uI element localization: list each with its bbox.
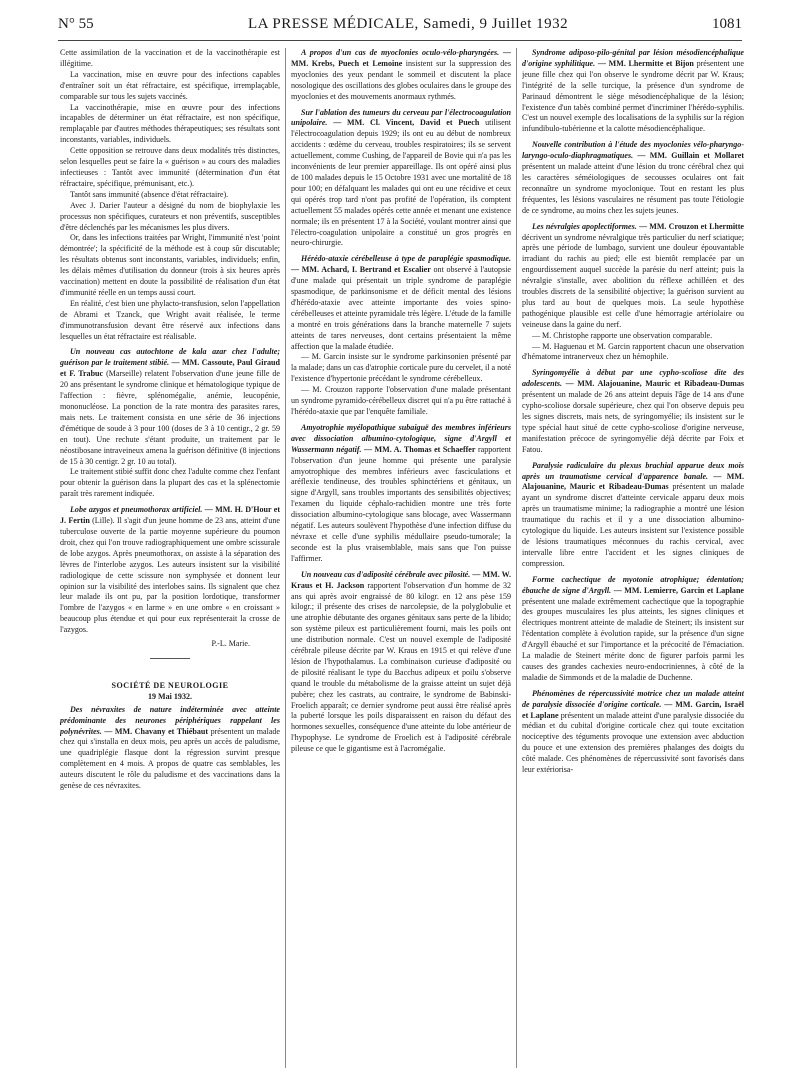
article-title: Les névralgies apoplectiformes.	[532, 221, 637, 231]
article-authors: — MM. W. Kraus et H. Jackson	[291, 569, 511, 590]
article-text: présentent un malade de 26 ans atteint depuis l'âge de 14 ans d'une cypho-scoliose dorsale supérieure, chez qui l'on observe depuis peu les signes discrets, mais nets, de syringomyélie; ils insistent sur le type spécial haut situé de cette cypho-scoliose d'origine nerveuse, manifestation précoce de syringomyélie déjà décrite par Foix et Fatou.	[522, 390, 744, 454]
column-1	[60, 48, 280, 1072]
article	[60, 705, 280, 792]
paragraph: La vaccinothérapie, mise en œuvre pour des infections incapables de déterminer un état réfractaire, est non spécifique, remplaçable par d'autres méthodes thérapeutiques; ses résultats sont inconstants, variables, individuels.	[60, 102, 280, 145]
article-authors: — MM. Chavany et Thiébaut	[104, 726, 209, 736]
article-text: rapportent l'observation d'un jeune homme qui présente une paralysie amyotrophique des membres inférieurs avec fasciculations et aréflexie tendineuse, des troubles sphinctériens et génitaux, un signe d'Argyll, sans troubles importants des sensibilités objectives; l'examen du liquide céphalo-rachidien montre une très forte dissociation albumino-cytologique sans blocage, avec Wassermann négatif. Les auteurs soulèvent l'hypothèse d'une infection diffuse du névraxe et celle d'une syphilis médullaire pseudo-tumorale; la seconde est la plus vraisemblable, mais sans que l'on puisse l'affirmer.	[291, 444, 511, 563]
article-text: présentent un malade atteint d'une paralysie dissociée du médian et du cubital d'origine corticale chez qui toute excitation nociceptive des téguments provoque une extension avec abduction du pouce et une extension des premières phalanges des doigts du côté malade. Ces phénomènes de répercussivité sont favorisés dans leur extériorisa-	[522, 710, 744, 775]
article-title: Un nouveau cas d'adiposité cérébrale avec pilosité.	[301, 569, 471, 579]
article-authors: — MM. Alajouanine, Mauric et Ribadeau-Dumas	[522, 471, 744, 492]
paragraph: Le traitement stibié suffit donc chez l'adulte comme chez l'enfant pour obtenir la guérison dans la plupart des cas et la splénectomie paraît très rarement indiquée.	[60, 467, 280, 499]
issue-number: N° 55	[58, 16, 94, 32]
signature: P.-L. Marie.	[211, 639, 250, 649]
article-authors: — MM. Krebs, Puech et Lemoine	[291, 48, 511, 68]
page-header	[58, 16, 742, 38]
article-title: Hérédo-ataxie cérébelleuse à type de paraplégie spasmodique.	[301, 254, 511, 264]
article	[291, 423, 511, 565]
page-number: 1081	[712, 16, 742, 32]
article	[291, 254, 511, 352]
article-authors: — MM. A. Thomas et Schaeffer	[364, 444, 476, 454]
article	[522, 368, 744, 455]
article-title: Sur l'ablation des tumeurs du cerveau par l'électrocoagulation unipolaire.	[291, 107, 511, 128]
article-authors: — MM. Cassoute, Paul Giraud et F. Trabuc	[60, 358, 280, 379]
paragraph: — M. Garcin insiste sur le syndrome parkinsonien présenté par la malade; dans un cas d'atrophie corticale pure du cervelet, il a noté l'existence d'hypertonie précédant le syndrome cérébelleux.	[291, 352, 511, 384]
article-authors: — MM. Crouzon et Lhermitte	[638, 221, 744, 231]
article	[60, 347, 280, 467]
article-text: présentent une malade extrêmement cachectique que la topographie des groupes musculaires les plus atteints, les signes cliniques et électriques montrent atteinte de maladie de Steinert; ils insistent sur l'édentation complète à évolution rapide, sur la présence d'un signe d'Argyll ébauché et sur l'importance et la précocité de l'émaciation. La maladie de Steinert mérite donc de figurer parfois parmi les causes des grandes cachexies neuro-endocriniennes, à côté de la maladie de Simmonds et de la maladie de Duchenne.	[522, 596, 744, 682]
article-title: Syndrome adiposo-pilo-génital par lésion mésodiencéphalique d'origine syphilitique.	[522, 48, 744, 68]
article-title: Phénomènes de répercussivité motrice chez un malade atteint de paralysie dissociée d'origine corticale.	[522, 688, 744, 709]
article-title: Lobe azygos et pneumothorax artificiel.	[70, 505, 203, 515]
article-text: ont observé à l'autopsie d'une malade qui présentait un triple syndrome de paraplégie spasmodique, de parkinsonisme et de déficit mental des lésions d'hérédo-ataxie avec atteinte importante des voies spino-cérébelleuses et atteinte pyramidale très légère. L'étude de la famille a montré en trois générations dans la branche maternelle 7 sujets atteints de tares nerveuses, dont certains présentaient la même affection que la malade étudiée.	[291, 265, 511, 351]
article-authors: — MM. Garcin, Israël et Laplane	[522, 699, 744, 720]
article-text: rapportent l'observation d'un homme de 32 ans qui après avoir engraissé de 80 kilogr. en 12 ans pèse 159 kilogr.; il présente des crises de narcolepsie, de la polyglobulie et une atrophie débutante des organes génitaux sans perte de la libido; son système pileux est particulièrement fourni, mais les poils ont une distribution normale. C'est un nouvel exemple de l'adiposité cérébrale pileuse décrite par W. Kraus en 1915 et qui relève d'une lésion de l'hypothalamus. La combinaison curieuse d'adiposité ou de pilosité réalisant le type du Bacchus adipeux et poilu s'observe quand le trouble du métabolisme de la graisse atteint un sujet déjà pubère; chez les castrats, au contraire, le syndrome de Babinski-Froelich apparaît; ce dernier syndrome peut aussi être réalisé après la puberté lorsque les poils disparaissent en raison du défaut des hormones sexuelles, conséquence d'une atteinte du lobe antérieur de l'hypophyse. Le syndrome de Froelich est à l'adiposité cérébrale pileuse ce que le gigantisme est à l'acromégalie.	[291, 580, 511, 754]
article	[522, 140, 744, 216]
article-text: présentent un malade atteint d'une lésion du tronc cérébral chez qui les caractères séméiologiques de secousses oculaires ont fait reconnaître un syndrome myoclonique. Tout en restant les plus fréquentes, les lésions vasculaires ne résument pas toute l'étiologie de ce syndrome, au moins chez les sujets jeunes.	[522, 162, 744, 215]
paragraph: Avec J. Darier l'auteur a désigné du nom de biophylaxie les processus non spécifiques, curateurs et non préventifs, susceptibles d'être déclenchés par les mécanismes les plus divers.	[60, 200, 280, 232]
article-authors: — MM. H. D'Hour et J. Fertin	[60, 505, 280, 526]
article-text: insistent sur la suppression des myoclonies des yeux pendant le sommeil et discutent la place nosologique des oscillations des globes oculaires dans le groupe des myoclonies et des mouvements anormaux rythmés.	[291, 58, 511, 101]
article-title: Des névraxites de nature indéterminée avec atteinte prédominante des neurones périphériques rappelant les polynévrites.	[60, 704, 280, 736]
article-title: Paralysie radiculaire du plexus brachial apparue deux mois après un traumatisme cervical d'apparence banale.	[522, 460, 744, 481]
section-date: 19 Mai 1932.	[147, 691, 193, 701]
paragraph: Or, dans les infections traitées par Wright, l'immunité n'est 'point démontrée'; la spécificité de la méthode est à coup sûr discutable; les résultats obtenus sont inconstants, variables, individuels; enfin, les délais mêmes d'utilisation du donneur (trois à six heures après vaccination) mettent en doute la possibilité de réalisation d'un état d'immunité réelle en un temps aussi court.	[60, 233, 280, 297]
paragraph: — M. Christophe rapporte une observation comparable.	[532, 330, 713, 340]
article-authors: — MM. Achard, I. Bertrand et Escalier	[291, 265, 431, 275]
paragraph: En réalité, c'est bien une phylacto-transfusion, selon l'appellation de Abrami et Tzanck, que Wright avait réalisée, le terme d'immunotransfusion devant être réservé aux infections dans lesquelles un état réfractaire est réalisable.	[60, 298, 280, 341]
article	[522, 222, 744, 331]
article-text: (Marseille) relatent l'observation d'une jeune fille de 20 ans présentant le syndrome clinique et hématologique typique de l'affection : fièvre, splénomégalie, anémie, leucopénie, mononucléose. La ponction de la rate montra des parasites rares, mais nets. Le traitement consista en une série de 36 injections d'émétique de soude à 3 pour 100 (doses de 3 à 10 centigr., 2 gr. 59 en tout). Une rechute s'étant produite, un traitement par le néostibosane intraveineux amena la guérison définitive (8 injections de 15 à 30 centigr. 2 gr. 10 au total).	[60, 369, 280, 466]
article-authors: — MM. Lhermitte et Bijon	[597, 58, 694, 68]
article	[522, 48, 744, 135]
article-text: présentent un malade ayant un syndrome discret d'atteinte cervicale apparu deux mois après un traumatisme minime; la radiographie a montré une lésion traumatique du rachis et il y a une dissociation albumino-cytologique du liquide. Les auteurs insistent sur l'existence possible de lésions traumatiques méconnues du rachis cervical, avec intervalle libre entre l'accident et les signes cliniques de compression.	[522, 482, 744, 568]
article	[291, 48, 511, 103]
article-title: Un nouveau cas autochtone de kala azar chez l'adulte; guérison par le traitement stibié.	[60, 347, 280, 368]
article-authors: — MM. Guillain et Mollaret	[637, 151, 744, 161]
article-text: utilisent l'électrocoagulation depuis 1929; ils ont eu au début de nombreux accidents : œdème du cerveau, troubles respiratoires; ils se servent actuellement, comme Cushing, de l'appareil de Bovie qui n'a pas les inconvénients de leur premier appareillage. Ils ont opéré ainsi plus de 100 malades depuis le 15 Octobre 1931 avec une mortalité de 18 pour 100; en défalquant les malades qui ont eu une récidive et ceux qui opérés trop tard n'ont pas profité de l'opération, ils comptent actuellement 55 malades opérés cette année et menant une existence normale; ils en présentent 17 à la Société, voulant montrer ainsi que l'électro-coagulation unipolaire a constitué un gros progrès en neuro-chirurgie.	[291, 118, 511, 248]
separator	[150, 658, 190, 659]
article-authors: — MM. Cl. Vincent, David et Puech	[333, 118, 480, 128]
article-text: présentent une jeune fille chez qui l'on observe le syndrome décrit par W. Kraus; l'intégrité de la selle turcique, la présence d'un syndrome de Parinaud démontrent le siège mésodiencéphalique de la lésion; l'existence d'un tabès combiné permet d'incriminer l'hérédo-syphilis. C'est un nouvel exemple des localisations de la syphilis sur la région infundibulo-tubérienne et la calotte mésodiencéphalique.	[522, 58, 744, 134]
article-text: décrivent un syndrome névralgique très particulier du nerf sciatique; après une période de lumbago, survient une douleur épouvantable irradiant du rachis au pied; elle est bientôt remplacée par un engourdissement auquel succède la parésie du nerf atteint; puis la névralgie s'installe, avec abolition du réflexe achilléen et des troubles discrets de la sensibilité objective; la guérison survient au plus tard au bout de quelques mois. La seule hypothèse pathogénique plausible est celle d'une hémorragie artériolaire ou veineuse dans la gaine du nerf.	[522, 232, 744, 329]
column-3	[522, 48, 744, 1072]
article-title: Syringomyélie à début par une cypho-scoliose dite des adolescents.	[522, 368, 744, 389]
article	[522, 689, 744, 776]
column-divider	[285, 48, 286, 1068]
column-2	[291, 48, 511, 1072]
article-authors: — MM. Alajouanine, Mauric et Ribadeau-Dumas	[565, 379, 744, 389]
article-authors: — MM. Lemierre, Garcin et Laplane	[613, 585, 744, 595]
paragraph: La vaccination, mise en œuvre pour des infections capables d'entraîner soit un état réfractaire, est spécifique, irremplaçable, comparable sur tous les sujets vaccinés.	[60, 69, 280, 101]
article	[522, 575, 744, 684]
article	[291, 108, 511, 250]
header-rule	[58, 40, 742, 41]
paragraph: Cette opposition se retrouve dans deux modalités très distinctes, selon lesquelles peut se faire la « guérison » au cours des maladies infectieuses : Tantôt avec immunité (détermination d'un état réfractaire, spécifique, prémunisant, etc.).	[60, 146, 280, 188]
section-heading: SOCIÉTÉ DE NEUROLOGIE	[111, 680, 229, 690]
paragraph: Cette assimilation de la vaccination et de la vaccinothérapie est illégitime.	[60, 48, 280, 68]
article-title: Forme cachectique de myotonie atrophique; édentation; ébauche de signe d'Argyll.	[522, 574, 744, 595]
article-text: présentent un malade chez qui s'installa en deux mois, peu après un accès de paludisme, une quadriplégie flasque dont la régression survint presque complètement en 4 mois. A propos de quatre cas semblables, les auteurs discutent le rôle du paludisme et des vaccinations dans la genèse de ces névraxites.	[60, 726, 280, 791]
article-title: Nouvelle contribution à l'étude des myoclonies vélo-pharyngo-laryngo-oculo-diaphragmatiques.	[522, 140, 744, 161]
paragraph: Tantôt sans immunité (absence d'état réfractaire).	[70, 189, 229, 199]
article	[291, 570, 511, 755]
article	[60, 505, 280, 636]
journal-title: LA PRESSE MÉDICALE, Samedi, 9 Juillet 1932	[248, 16, 569, 32]
column-divider	[516, 48, 517, 1068]
article-text: (Lille). Il s'agit d'un jeune homme de 23 ans, atteint d'une tuberculose ouverte de la partie moyenne supérieure du poumon droit, chez qui l'on trouve radiographiquement une ombre scissurale de lobe azygos. Après pneumothorax, on assiste à la séparation des lèvres de l'interlobe azygos. Les auteurs insistent sur la visibilité radiologique de cette scissure non symphysée et donnent leur opinion sur la visibilité des interlobes sains. Ils signalent que chez leur malade ils ont pu, par la position lordotique, transformer l'ombre de l'azygos « en larme » en une ombre « en croissant » beaucoup plus étendue et qui pour eux représenterait la crosse de l'azygos.	[60, 516, 280, 635]
paragraph: — M. Haguenau et M. Garcin rapportent chacun une observation d'hématome intranerveux chez un hémophile.	[522, 341, 744, 362]
paragraph: — M. Crouzon rapporte l'observation d'une malade présentant un syndrome pyramido-cérébelleux discret qui n'a pu être rattaché à l'hérédo-ataxie que par l'enquête familiale.	[291, 385, 511, 416]
article-title: A propos d'un cas de myoclonies oculo-vélo-pharyngées.	[301, 48, 500, 57]
article	[522, 461, 744, 570]
article-title: Amyotrophie myélopathique subaiguë des membres inférieurs avec dissociation albumino-cytologique, signe d'Argyll et Wassermann négatif.	[291, 422, 511, 454]
